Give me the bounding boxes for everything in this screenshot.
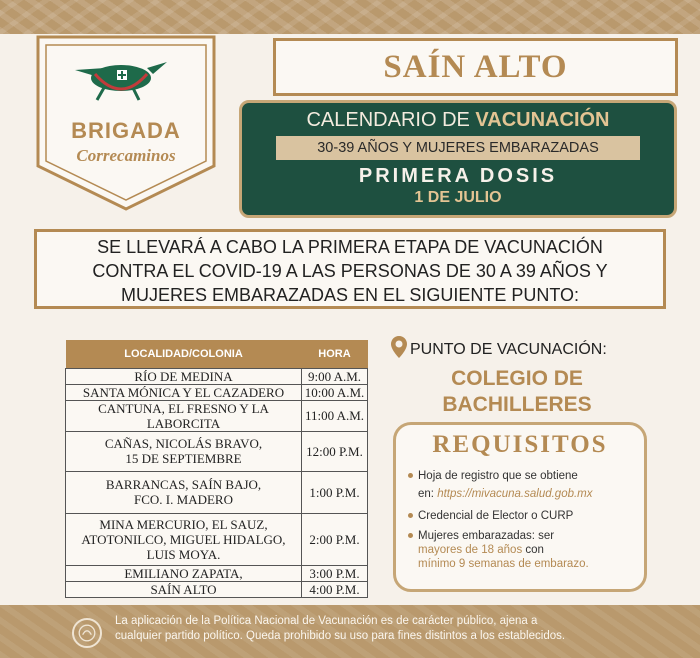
calendar-title: CALENDARIO DE VACUNACIÓN: [306, 109, 610, 131]
brigade-title: BRIGADA: [71, 118, 181, 143]
age-group-band: 30-39 AÑOS Y MUJERES EMBARAZADAS: [276, 136, 640, 160]
table-header-row: [66, 340, 368, 368]
locality-cell: BARRANCAS, SAÍN BAJO, FCO. I. MADERO: [66, 471, 302, 513]
top-decorative-band: [0, 0, 700, 34]
announcement-line: MUJERES EMBARAZADAS EN EL SIGUIENTE PUNTO:: [120, 285, 580, 305]
table-row: [66, 400, 368, 431]
announcement-box: [34, 229, 666, 309]
announcement-line: CONTRA EL COVID-19 A LAS PERSONAS DE 30 A 39 AÑOS Y: [92, 261, 608, 281]
time-cell: 11:00 A.M.: [302, 400, 368, 431]
locality-cell: EMILIANO ZAPATA,: [66, 565, 302, 581]
brigade-subtitle: Correcaminos: [76, 146, 176, 165]
requirement-item: Mujeres embarazadas: ser mayores de 18 años con mínimo 9 semanas de embarazo.: [418, 529, 638, 571]
vaccination-point-label: PUNTO DE VACUNACIÓN:: [410, 341, 607, 358]
footer-disclaimer: La aplicación de la Política Nacional de Vacunación es de carácter público, ajena a cualquier partido político. Queda prohibido su uso para fines distintos a los establecidos.: [115, 615, 566, 642]
vaccine-registration-link[interactable]: https://mivacuna.salud.gob.mx: [437, 488, 593, 500]
dose-label: PRIMERA DOSIS: [358, 165, 558, 187]
column-header-time: HORA: [302, 340, 368, 368]
vaccination-calendar-box: [239, 100, 677, 218]
locality-cell: RÍO DE MEDINA: [66, 368, 302, 384]
time-cell: 12:00 P.M.: [302, 431, 368, 471]
time-cell: 4:00 P.M.: [302, 581, 368, 597]
time-cell: 3:00 P.M.: [302, 565, 368, 581]
location-pin-icon: [390, 335, 408, 359]
announcement-line: SE LLEVARÁ A CABO LA PRIMERA ETAPA DE VACUNACIÓN: [97, 237, 603, 257]
schedule-table: [65, 340, 368, 598]
locality-cell: MINA MERCURIO, EL SAUZ, ATOTONILCO, MIGUEL HIDALGO, LUIS MOYA.: [66, 513, 302, 565]
time-cell: 1:00 P.M.: [302, 471, 368, 513]
municipality-title: SAÍN ALTO: [273, 38, 678, 96]
dose-date: 1 DE JULIO: [414, 189, 502, 206]
table-row: [66, 368, 368, 384]
locality-cell: CAÑAS, NICOLÁS BRAVO, 15 DE SEPTIEMBRE: [66, 431, 302, 471]
time-cell: 2:00 P.M.: [302, 513, 368, 565]
time-cell: 10:00 A.M.: [302, 384, 368, 400]
requirement-item: Credencial de Elector o CURP: [418, 509, 638, 523]
locality-cell: CANTUNA, EL FRESNO Y LA LABORCITA: [66, 400, 302, 431]
table-row: [66, 471, 368, 513]
table-row: [66, 581, 368, 597]
table-row: [66, 431, 368, 471]
locality-cell: SAÍN ALTO: [66, 581, 302, 597]
table-row: [66, 384, 368, 400]
table-row: [66, 565, 368, 581]
national-seal-icon: [72, 618, 102, 648]
requirement-item: Hoja de registro que se obtiene en: https://mivacuna.salud.gob.mx: [418, 469, 638, 501]
requirements-box: [393, 422, 647, 592]
table-row: [66, 513, 368, 565]
column-header-locality: LOCALIDAD/COLONIA: [66, 340, 302, 368]
requirements-title: REQUISITOS: [432, 431, 608, 458]
vaccination-point-name: COLEGIO DE BACHILLERES: [442, 367, 592, 416]
time-cell: 9:00 A.M.: [302, 368, 368, 384]
locality-cell: SANTA MÓNICA Y EL CAZADERO: [66, 384, 302, 400]
